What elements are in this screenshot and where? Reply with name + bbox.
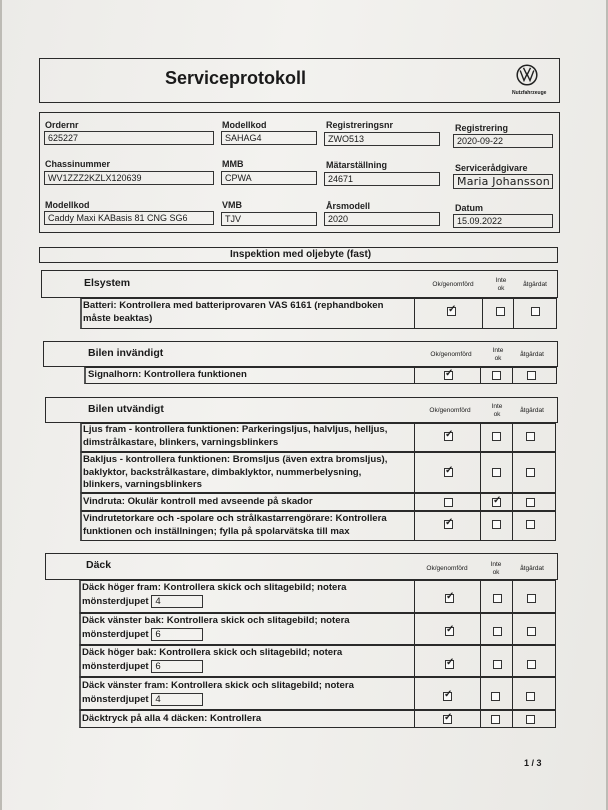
checkbox-atgardat[interactable] xyxy=(527,660,536,669)
checkbox-ok[interactable] xyxy=(445,627,454,636)
checkbox-inte-ok[interactable] xyxy=(491,692,500,701)
page-title: Serviceprotokoll xyxy=(165,68,307,88)
row-text: Batteri: Kontrollera med batteriprovaren VAS 6161 (rephandboken måste beaktas) xyxy=(83,300,384,324)
col-atgardat-header: åtgärdat xyxy=(520,565,544,572)
row-text: Vindrutetorkare och -spolare och strålkastarrengörare: Kontrollera funktionen och inställningen; fylla på spolarvätska till max xyxy=(83,513,387,537)
vmb-label: VMB xyxy=(222,200,242,210)
datum-label: Datum xyxy=(455,203,484,213)
checkbox-atgardat[interactable] xyxy=(526,692,535,701)
chassi-label: Chassinummer xyxy=(45,159,111,169)
tread-depth-input[interactable]: 4 xyxy=(151,693,203,706)
registrering-field: 2020-09-22 xyxy=(453,134,553,148)
row-text: Däck vänster fram: Kontrollera skick och slitagebild; notera mönsterdjupet 4 xyxy=(82,680,354,705)
checkbox-inte-ok[interactable] xyxy=(492,468,501,477)
chassi-field: WV1ZZZ2KZLX120639 xyxy=(44,171,214,185)
row-text: Bakljus - kontrollera funktionen: Bromsljus (även extra bromsljus), baklyktor, backstrålkastare, dimbaklyktor, nummerbelysning, blinkers, varningsblinkers xyxy=(83,454,388,491)
col-inteok-header: Inte ok xyxy=(495,277,507,292)
radgivare-field: Maria Johansson xyxy=(453,174,553,189)
checkbox-ok[interactable] xyxy=(445,594,454,603)
col-atgardat-header: åtgärdat xyxy=(520,407,544,414)
vw-logo-icon xyxy=(516,64,538,86)
col-ok-header: Ok/genomförd xyxy=(426,565,468,572)
row-text: Däck vänster bak: Kontrollera skick och slitagebild; notera mönsterdjupet 6 xyxy=(82,615,350,640)
tread-depth-input[interactable]: 6 xyxy=(151,628,203,641)
inspection-title: Inspektion med oljebyte (fast) xyxy=(230,249,372,260)
checkbox-atgardat[interactable] xyxy=(526,715,535,724)
arsmodell-field: 2020 xyxy=(324,212,440,226)
checkbox-atgardat[interactable] xyxy=(527,371,536,380)
checkbox-atgardat[interactable] xyxy=(526,498,535,507)
checkbox-ok[interactable] xyxy=(444,520,453,529)
paper-sheet xyxy=(2,0,606,810)
row-text: Signalhorn: Kontrollera funktionen xyxy=(88,369,247,380)
datum-field: 15.09.2022 xyxy=(453,214,553,228)
checkbox-ok[interactable] xyxy=(444,468,453,477)
checkbox-atgardat[interactable] xyxy=(531,307,540,316)
checkbox-inte-ok[interactable] xyxy=(492,520,501,529)
vmb-field: TJV xyxy=(221,212,317,226)
col-atgardat-header: åtgärdat xyxy=(523,281,547,288)
section-dack-header xyxy=(45,553,558,580)
modellkod-label: Modellkod xyxy=(222,120,267,130)
checkbox-ok[interactable] xyxy=(444,432,453,441)
modellkod-field: SAHAG4 xyxy=(221,131,317,145)
checkbox-atgardat[interactable] xyxy=(527,627,536,636)
checkbox-inte-ok[interactable] xyxy=(492,498,501,507)
checkbox-inte-ok[interactable] xyxy=(491,715,500,724)
checkbox-atgardat[interactable] xyxy=(526,432,535,441)
section-invandigt-title: Bilen invändigt xyxy=(88,347,164,359)
tread-depth-input[interactable]: 4 xyxy=(151,595,203,608)
col-atgardat-header: åtgärdat xyxy=(520,351,544,358)
checkbox-inte-ok[interactable] xyxy=(492,371,501,380)
checkbox-inte-ok[interactable] xyxy=(492,432,501,441)
checkbox-inte-ok[interactable] xyxy=(493,627,502,636)
checkbox-atgardat[interactable] xyxy=(527,594,536,603)
checkbox-ok[interactable] xyxy=(444,498,453,507)
registrering-label: Registrering xyxy=(455,123,509,133)
checkbox-ok[interactable] xyxy=(444,371,453,380)
checkbox-ok[interactable] xyxy=(445,660,454,669)
col-inteok-header: Inte ok xyxy=(492,347,504,362)
checkbox-ok[interactable] xyxy=(447,307,456,316)
checkbox-ok[interactable] xyxy=(443,692,452,701)
page-number: 1 / 3 xyxy=(524,758,542,768)
checkbox-inte-ok[interactable] xyxy=(496,307,505,316)
brand-text: Nutzfahrzeuge xyxy=(512,90,547,96)
ordernr-label: Ordernr xyxy=(45,120,79,130)
col-ok-header: Ok/genomförd xyxy=(430,351,472,358)
row-text: Däcktryck på alla 4 däcken: Kontrollera xyxy=(82,713,262,724)
modell-label: Modellkod xyxy=(45,200,90,210)
ordernr-field: 625227 xyxy=(44,131,214,145)
checkbox-inte-ok[interactable] xyxy=(493,594,502,603)
regnr-field: ZWO513 xyxy=(324,132,440,146)
col-inteok-header: Inte ok xyxy=(491,403,503,418)
mmb-field: CPWA xyxy=(221,171,317,185)
radgivare-label: Servicerådgivare xyxy=(455,163,528,173)
matar-label: Mätarställning xyxy=(326,160,388,170)
row-text: Däck höger bak: Kontrollera skick och slitagebild; notera mönsterdjupet 6 xyxy=(82,647,343,672)
col-ok-header: Ok/genomförd xyxy=(429,407,471,414)
modell-field: Caddy Maxi KABasis 81 CNG SG6 xyxy=(44,211,214,225)
section-dack-title: Däck xyxy=(86,559,112,571)
row-text: Ljus fram - kontrollera funktionen: Parkeringsljus, halvljus, helljus, dimstrålkastare, blinkers, varningsblinkers xyxy=(83,424,388,448)
row-text: Däck höger fram: Kontrollera skick och slitagebild; notera mönsterdjupet 4 xyxy=(82,582,347,607)
checkbox-atgardat[interactable] xyxy=(526,468,535,477)
col-inteok-header: Inte ok xyxy=(490,561,502,576)
section-utvandigt-title: Bilen utvändigt xyxy=(88,403,164,415)
checkbox-atgardat[interactable] xyxy=(526,520,535,529)
col-ok-header: Ok/genomförd xyxy=(432,281,474,288)
tread-depth-input[interactable]: 6 xyxy=(151,660,203,673)
row-text: Vindruta: Okulär kontroll med avseende på skador xyxy=(83,496,313,507)
matar-field: 24671 xyxy=(324,172,440,186)
arsmodell-label: Årsmodell xyxy=(326,201,371,211)
regnr-label: Registreringsnr xyxy=(326,120,394,130)
section-elsystem-title: Elsystem xyxy=(84,277,131,289)
checkbox-inte-ok[interactable] xyxy=(493,660,502,669)
checkbox-ok[interactable] xyxy=(443,715,452,724)
mmb-label: MMB xyxy=(222,159,244,169)
